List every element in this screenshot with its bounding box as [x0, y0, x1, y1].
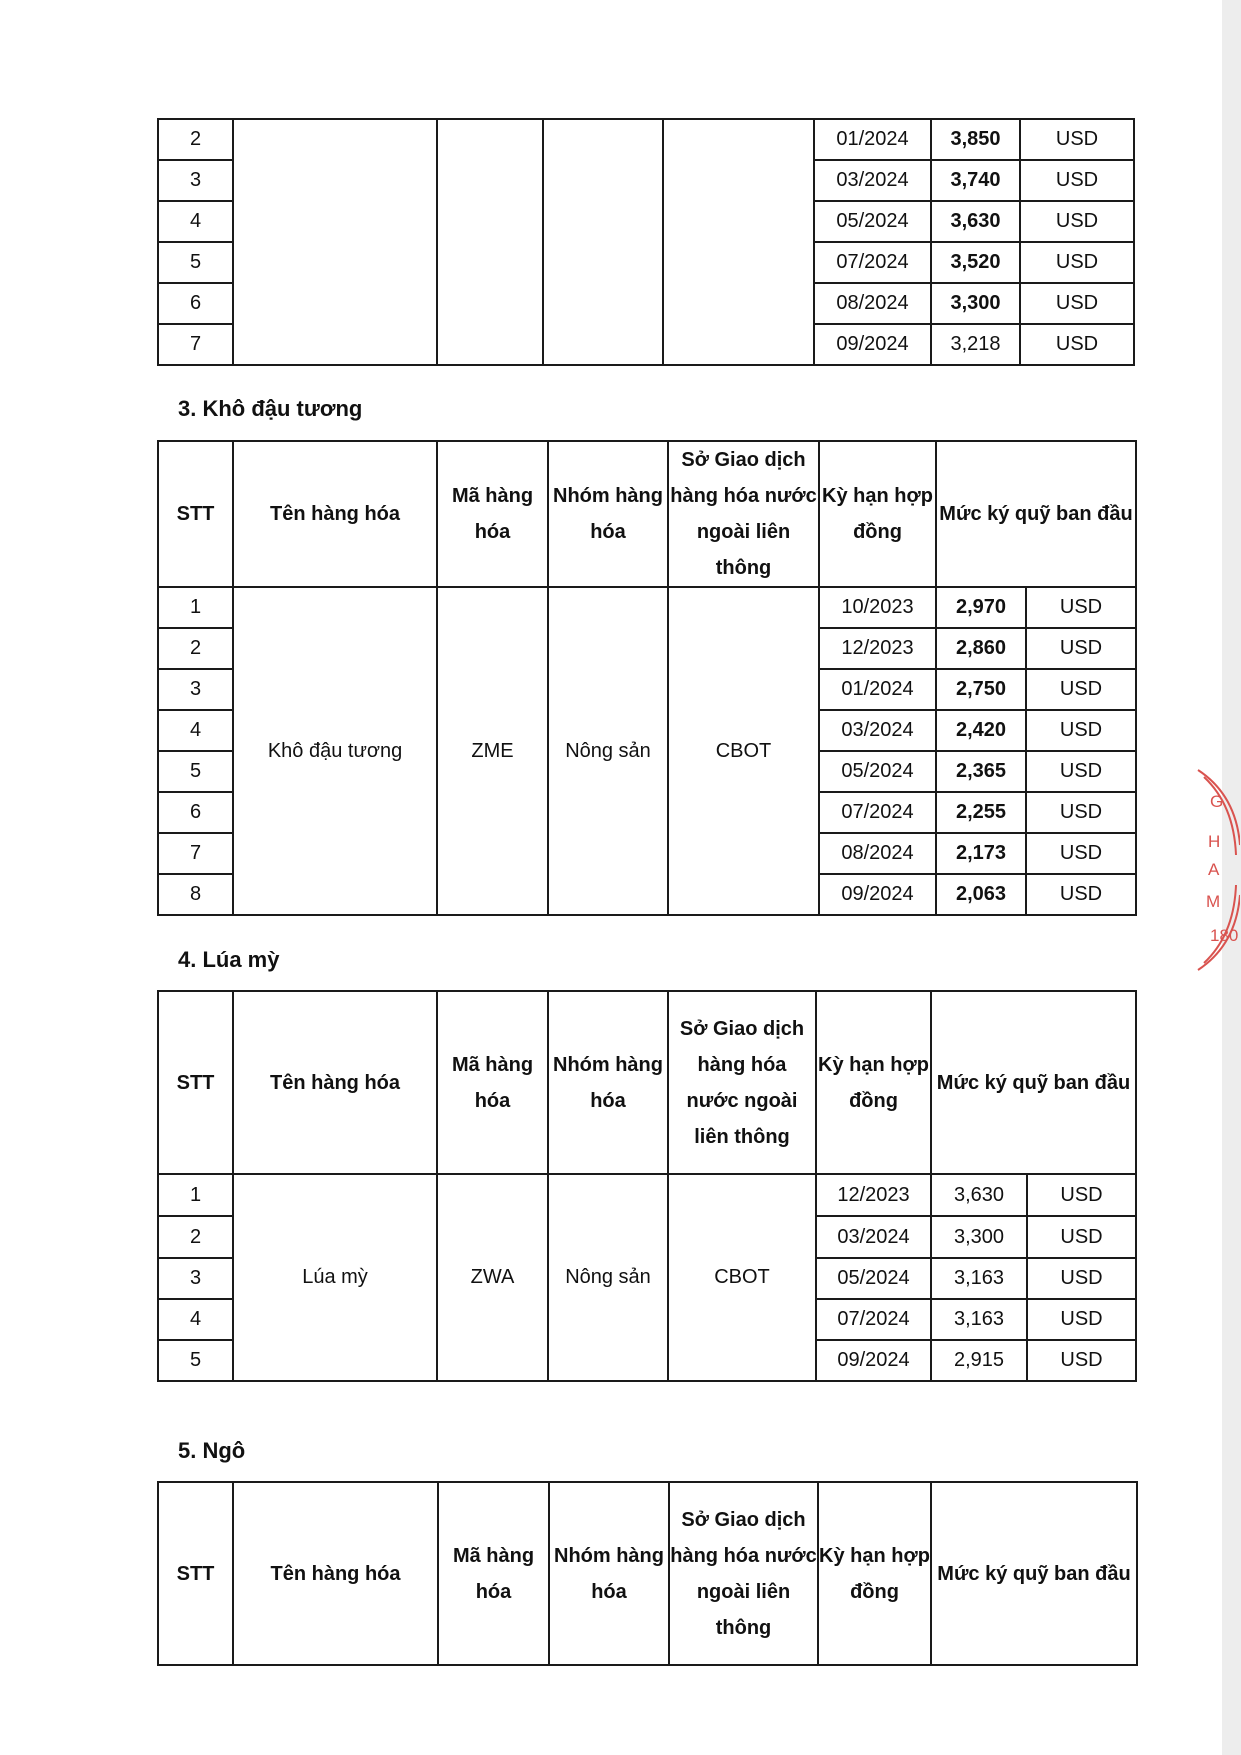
currency-cell: USD [1026, 669, 1136, 710]
month-cell: 10/2023 [819, 587, 936, 628]
table-row [158, 1174, 1136, 1216]
currency-cell: USD [1027, 1174, 1136, 1216]
currency-cell: USD [1026, 874, 1136, 915]
currency-cell: USD [1020, 201, 1134, 242]
month-cell: 08/2024 [814, 283, 931, 324]
value-cell: 3,740 [931, 160, 1020, 201]
value-cell: 2,365 [936, 751, 1026, 792]
value-cell: 3,218 [931, 324, 1020, 365]
value-cell: 2,063 [936, 874, 1026, 915]
code-cell: ZME [437, 587, 548, 915]
currency-cell: USD [1020, 119, 1134, 160]
stt-cell: 4 [158, 710, 233, 751]
currency-cell: USD [1026, 833, 1136, 874]
name-cell [233, 119, 437, 365]
stt-cell: 3 [158, 1258, 233, 1299]
month-cell: 09/2024 [816, 1340, 931, 1381]
currency-cell: USD [1026, 792, 1136, 833]
section-title: 3. Khô đậu tương [178, 396, 363, 421]
header-exchange: Sở Giao dịch hàng hóa nước ngoài liên thông [668, 441, 819, 587]
header-margin: Mức ký quỹ ban đầu [931, 1482, 1137, 1665]
stt-cell: 2 [158, 1216, 233, 1258]
stt-cell: 2 [158, 119, 233, 160]
header-name: Tên hàng hóa [233, 441, 437, 587]
exchange-cell: CBOT [668, 1174, 816, 1381]
month-cell: 08/2024 [819, 833, 936, 874]
stt-cell: 3 [158, 669, 233, 710]
value-cell: 2,915 [931, 1340, 1027, 1381]
month-cell: 09/2024 [814, 324, 931, 365]
exchange-cell [663, 119, 814, 365]
month-cell: 07/2024 [816, 1299, 931, 1340]
month-cell: 12/2023 [819, 628, 936, 669]
value-cell: 3,163 [931, 1258, 1027, 1299]
stt-cell: 2 [158, 628, 233, 669]
code-cell [437, 119, 543, 365]
month-cell: 03/2024 [816, 1216, 931, 1258]
stt-cell: 6 [158, 792, 233, 833]
header-row [158, 991, 1136, 1174]
value-cell: 3,520 [931, 242, 1020, 283]
header-term: Kỳ hạn hợp đồng [818, 1482, 931, 1665]
name-cell: Khô đậu tương [233, 587, 437, 915]
seal-stamp [1196, 765, 1240, 975]
stt-cell: 1 [158, 1174, 233, 1216]
table-row [158, 119, 1134, 160]
value-cell: 2,750 [936, 669, 1026, 710]
value-cell: 3,163 [931, 1299, 1027, 1340]
currency-cell: USD [1026, 751, 1136, 792]
stt-cell: 4 [158, 1299, 233, 1340]
header-margin: Mức ký quỹ ban đầu [936, 441, 1136, 587]
table-corn [157, 1481, 1138, 1666]
currency-cell: USD [1026, 587, 1136, 628]
month-cell: 07/2024 [814, 242, 931, 283]
header-margin: Mức ký quỹ ban đầu [931, 991, 1136, 1174]
month-cell: 05/2024 [819, 751, 936, 792]
stt-cell: 7 [158, 833, 233, 874]
header-row [158, 1482, 1137, 1665]
header-exchange: Sở Giao dịch hàng hóa nước ngoài liên thông [668, 991, 816, 1174]
value-cell: 2,970 [936, 587, 1026, 628]
currency-cell: USD [1027, 1216, 1136, 1258]
svg-text:G: G [1210, 792, 1224, 811]
month-cell: 01/2024 [814, 119, 931, 160]
stt-cell: 6 [158, 283, 233, 324]
header-code: Mã hàng hóa [437, 441, 548, 587]
month-cell: 07/2024 [819, 792, 936, 833]
value-cell: 2,860 [936, 628, 1026, 669]
table-wheat [157, 990, 1137, 1382]
currency-cell: USD [1020, 160, 1134, 201]
currency-cell: USD [1027, 1340, 1136, 1381]
month-cell: 12/2023 [816, 1174, 931, 1216]
month-cell: 09/2024 [819, 874, 936, 915]
header-stt: STT [158, 1482, 233, 1665]
group-cell: Nông sản [548, 1174, 668, 1381]
month-cell: 03/2024 [819, 710, 936, 751]
header-name: Tên hàng hóa [233, 1482, 438, 1665]
header-stt: STT [158, 441, 233, 587]
currency-cell: USD [1026, 710, 1136, 751]
header-row [158, 441, 1136, 587]
value-cell: 3,300 [931, 283, 1020, 324]
stt-cell: 3 [158, 160, 233, 201]
month-cell: 01/2024 [819, 669, 936, 710]
table-soybean-meal [157, 440, 1137, 916]
svg-text:180: 180 [1210, 926, 1239, 945]
header-group: Nhóm hàng hóa [548, 991, 668, 1174]
header-group: Nhóm hàng hóa [549, 1482, 669, 1665]
stt-cell: 4 [158, 201, 233, 242]
name-cell: Lúa mỳ [233, 1174, 437, 1381]
group-cell: Nông sản [548, 587, 668, 915]
month-cell: 05/2024 [816, 1258, 931, 1299]
svg-text:H: H [1208, 832, 1221, 851]
currency-cell: USD [1020, 324, 1134, 365]
svg-text:M: M [1206, 892, 1221, 911]
header-term: Kỳ hạn hợp đồng [816, 991, 931, 1174]
value-cell: 3,850 [931, 119, 1020, 160]
currency-cell: USD [1027, 1299, 1136, 1340]
value-cell: 2,173 [936, 833, 1026, 874]
stt-cell: 8 [158, 874, 233, 915]
value-cell: 2,255 [936, 792, 1026, 833]
currency-cell: USD [1020, 283, 1134, 324]
value-cell: 3,630 [931, 201, 1020, 242]
header-group: Nhóm hàng hóa [548, 441, 668, 587]
value-cell: 2,420 [936, 710, 1026, 751]
currency-cell: USD [1027, 1258, 1136, 1299]
header-term: Kỳ hạn hợp đồng [819, 441, 936, 587]
header-stt: STT [158, 991, 233, 1174]
header-name: Tên hàng hóa [233, 991, 437, 1174]
value-cell: 3,300 [931, 1216, 1027, 1258]
stt-cell: 1 [158, 587, 233, 628]
currency-cell: USD [1026, 628, 1136, 669]
stt-cell: 5 [158, 751, 233, 792]
currency-cell: USD [1020, 242, 1134, 283]
value-cell: 3,630 [931, 1174, 1027, 1216]
month-cell: 05/2024 [814, 201, 931, 242]
table-row [158, 587, 1136, 628]
month-cell: 03/2024 [814, 160, 931, 201]
stt-cell: 5 [158, 1340, 233, 1381]
header-exchange: Sở Giao dịch hàng hóa nước ngoài liên thông [669, 1482, 818, 1665]
exchange-cell: CBOT [668, 587, 819, 915]
section-title: 4. Lúa mỳ [178, 947, 280, 972]
svg-text:A: A [1208, 860, 1220, 879]
group-cell [543, 119, 663, 365]
header-code: Mã hàng hóa [437, 991, 548, 1174]
stt-cell: 5 [158, 242, 233, 283]
section-title: 5. Ngô [178, 1438, 246, 1463]
stt-cell: 7 [158, 324, 233, 365]
code-cell: ZWA [437, 1174, 548, 1381]
header-code: Mã hàng hóa [438, 1482, 549, 1665]
table-continued [157, 118, 1135, 366]
